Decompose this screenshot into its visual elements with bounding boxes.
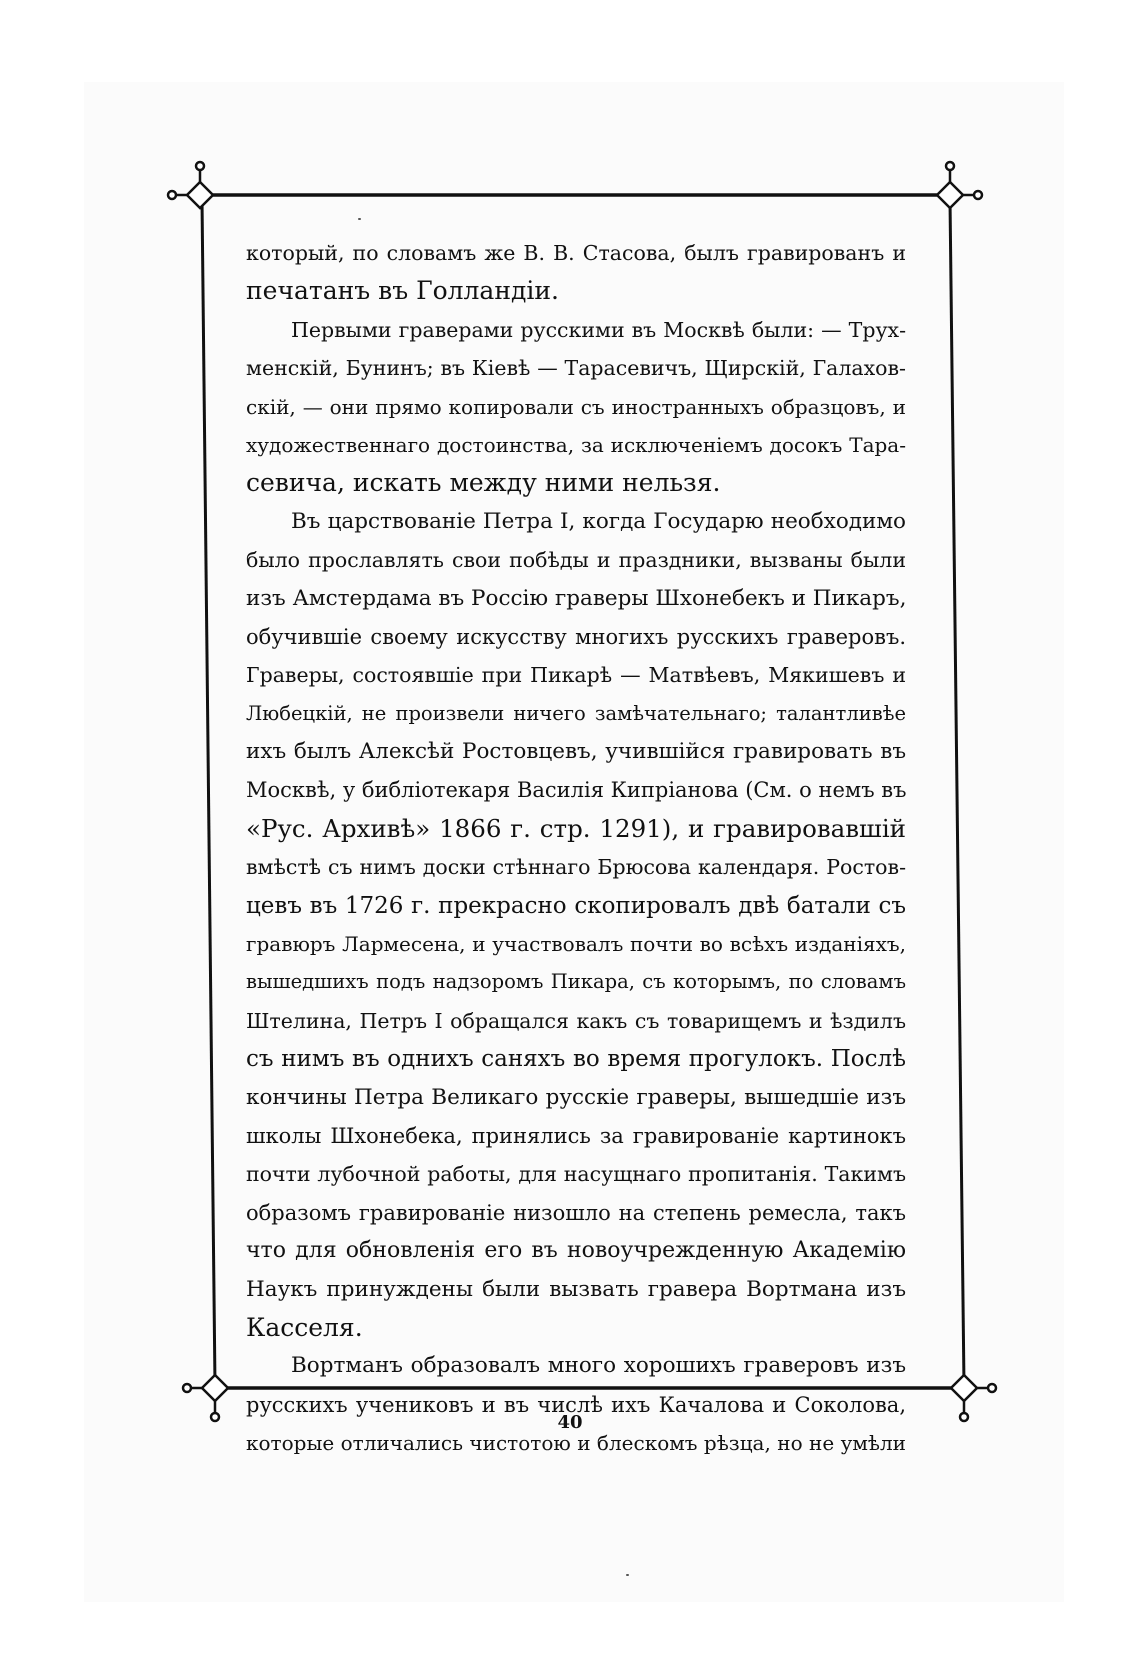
text-line: скій, — они прямо копировали съ иностранныхъ образцовъ, и (246, 394, 906, 419)
text-line: Граверы, состоявшіе при Пикарѣ — Матвѣевъ, Мякишевъ и (246, 663, 906, 688)
text-line: Въ царствованіе Петра I, когда Государю необходимо (291, 508, 906, 534)
text-line: вышедшихъ подъ надзоромъ Пикара, съ которымъ, по словамъ (246, 970, 906, 994)
text-line: русскихъ учениковъ и въ числѣ ихъ Качалова и Соколова, (246, 1392, 906, 1417)
text-line: было прославлять свои побѣды и праздники, вызваны были (246, 548, 906, 573)
text-line: Наукъ принуждены были вызвать гравера Вортмана изъ (246, 1276, 906, 1302)
text-line: Москвѣ, у библіотекаря Василія Кипріанова (См. о немъ въ (246, 778, 907, 803)
text-line: менскій, Бунинъ; въ Кіевѣ — Тарасевичъ, Щирскій, Галахов- (246, 356, 906, 381)
text-line: севича, искать между ними нельзя. (246, 468, 721, 498)
text-line: изъ Амстердама въ Россію граверы Шхонебекъ и Пикаръ, (246, 585, 907, 611)
print-speck (626, 1574, 629, 1576)
body-text (246, 234, 906, 1463)
text-line: художественнаго достоинства, за исключеніемъ досокъ Тара- (246, 432, 906, 457)
text-line: ихъ былъ Алексѣй Ростовцевъ, учившійся гравировать въ (246, 739, 906, 765)
text-line: что для обновленія его въ новоучрежденную Академію (246, 1238, 906, 1264)
text-line: Вортманъ образовалъ много хорошихъ граверовъ изъ (291, 1353, 906, 1379)
text-line: печатанъ въ Голландіи. (246, 276, 560, 306)
text-line: Первыми граверами русскими въ Москвѣ были: — Трух- (291, 317, 906, 342)
text-line: съ нимъ въ однихъ саняхъ во время прогулокъ. Послѣ (246, 1046, 906, 1073)
text-line: кончины Петра Великаго русскіе граверы, вышедшіе изъ (246, 1084, 906, 1110)
text-line: школы Шхонебека, принялись за гравированіе картинокъ (246, 1123, 906, 1148)
text-line: Любецкій, не произвели ничего замѣчательнаго; талантливѣе (246, 701, 906, 725)
text-line: «Рус. Архивѣ» 1866 г. стр. 1291), и гравировавшій (246, 813, 906, 843)
text-line: Касселя. (246, 1312, 363, 1342)
text-line: почти лубочной работы, для насущнаго пропитанія. Такимъ (246, 1162, 906, 1187)
text-line: образомъ гравированіе низошло на степень ремесла, такъ (246, 1200, 906, 1225)
text-line: которые отличались чистотою и блескомъ рѣзца, но не умѣли (246, 1431, 906, 1456)
text-line: вмѣстѣ съ нимъ доски стѣннаго Брюсова календаря. Ростов- (246, 855, 906, 880)
text-line: обучившіе своему искусству многихъ русскихъ граверовъ. (246, 624, 906, 649)
print-speck (358, 218, 361, 220)
text-line: который, по словамъ же В. В. Стасова, былъ гравированъ и (246, 241, 906, 265)
text-line: цевъ въ 1726 г. прекрасно скопировалъ двѣ батали съ (246, 892, 906, 919)
page-number: 40 (557, 1412, 583, 1433)
text-line: Штелина, Петръ I обращался какъ съ товарищемъ и ѣздилъ (246, 1008, 906, 1033)
text-line: гравюръ Лармесена, и участвовалъ почти во всѣхъ изданіяхъ, (246, 932, 906, 957)
